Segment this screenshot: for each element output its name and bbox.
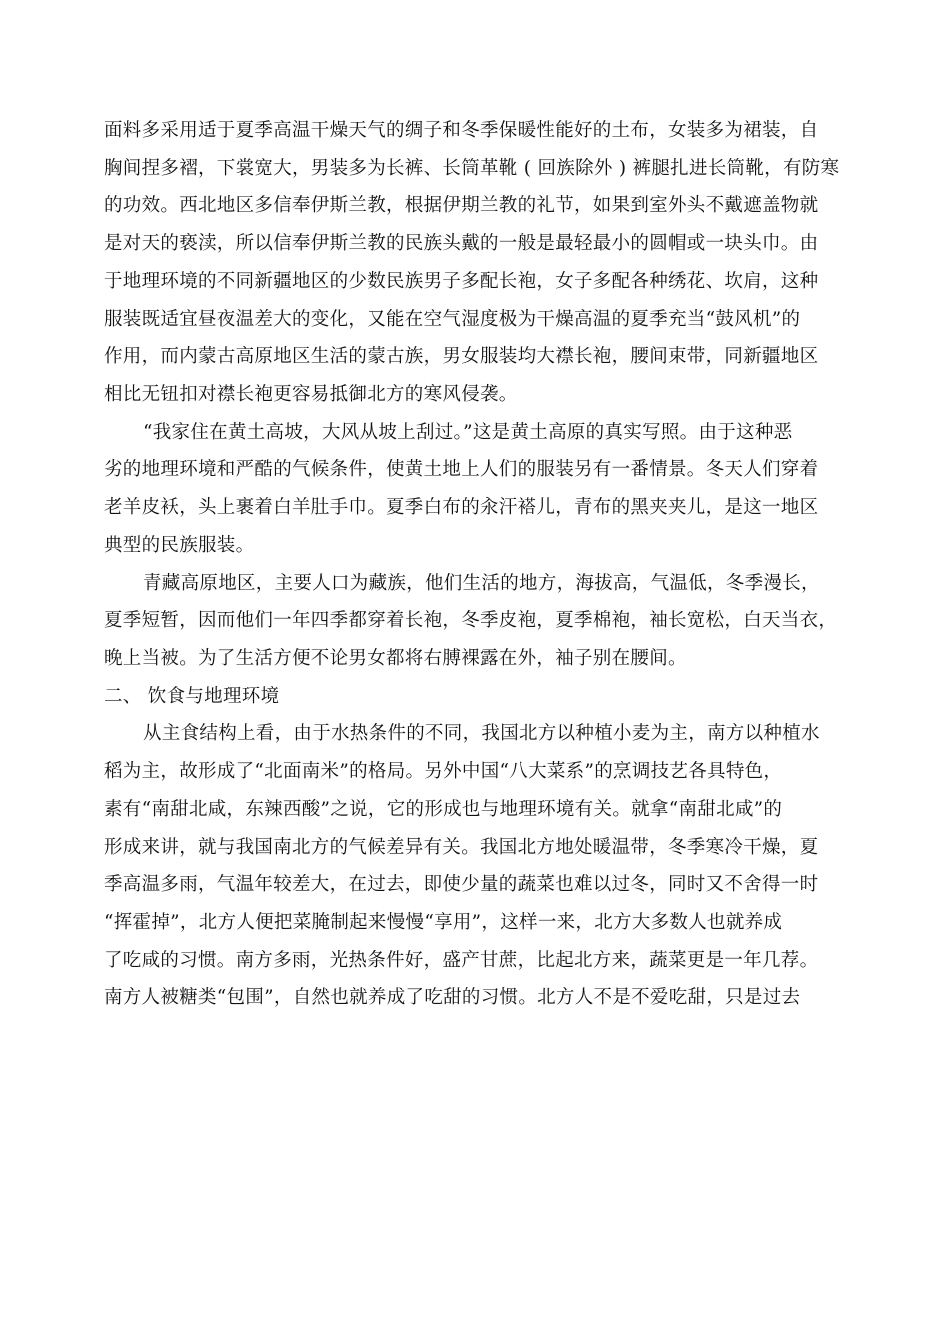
paragraph-line: 了吃咸的习惯。南方多雨，光热条件好，盛产甘蔗，比起北方来，蔬菜更是一年几荐。 xyxy=(104,950,819,971)
paragraph-line: 从主食结构上看，由于水热条件的不同，我国北方以种植小麦为主，南方以种植水 xyxy=(143,723,820,744)
paragraph-line: 老羊皮袄，头上裹着白羊肚手巾。夏季白布的汆汗褡儿，青布的黑夹夹儿，是这一地区 xyxy=(104,497,819,518)
paragraph-line: 劣的地理环境和严酷的气候条件，使黄土地上人们的服装另有一番情景。冬天人们穿着 xyxy=(104,459,819,480)
paragraph-line: 是对天的亵渎，所以信奉伊斯兰教的民族头戴的一般是最轻最小的圆帽或一块头巾。由 xyxy=(104,233,819,254)
paragraph-line: 服装既适宜昼夜温差大的变化，又能在空气湿度极为干燥高温的夏季充当“鼓风机”的 xyxy=(104,309,801,330)
paragraph-line: 青藏高原地区，主要人口为藏族，他们生活的地方，海拔高，气温低，冬季漫长， xyxy=(143,573,820,594)
paragraph-line: “我家住在黄土高坡，大风从坡上刮过。”这是黄土高原的真实写照。由于这种恶 xyxy=(143,422,793,443)
paragraph-line: “挥霍掉”，北方人便把菜腌制起来慢慢“享用”，这样一来，北方大多数人也就养成 xyxy=(104,912,783,933)
paragraph-line: 稻为主，故形成了“北面南米”的格局。另外中国“八大菜系”的烹调技艺各具特色， xyxy=(104,761,783,782)
paragraph-line: 于地理环境的不同新疆地区的少数民族男子多配长袍，女子多配各种绣花、坎肩，这种 xyxy=(104,271,819,292)
paragraph-line: 胸间捏多褶，下裳宽大，男装多为长裤、长筒革靴 ( 回族除外 ) 裤腿扎进长筒靴，有防寒 xyxy=(104,158,840,179)
paragraph-line: 面料多采用适于夏季高温干燥天气的绸子和冬季保暖性能好的土布，女装多为裙装，自 xyxy=(104,120,819,141)
paragraph-line: 季高温多雨，气温年较差大，在过去，即使少量的蔬菜也难以过冬，同时又不舍得一时 xyxy=(104,874,819,895)
paragraph-line: 素有“南甜北咸，东辣西酸”之说，它的形成也与地理环境有关。就拿“南甜北咸”的 xyxy=(104,799,783,820)
paragraph-line: 形成来讲，就与我国南北方的气候差异有关。我国北方地处暖温带，冬季寒冷干燥，夏 xyxy=(104,837,819,858)
paragraph-line: 晚上当被。为了生活方便不论男女都将右膊裸露在外，袖子别在腰间。 xyxy=(104,648,687,669)
paragraph-line: 的功效。西北地区多信奉伊斯兰教，根据伊期兰教的礼节，如果到室外头不戴遮盖物就 xyxy=(104,195,819,216)
section-heading: 二、 饮食与地理环境 xyxy=(104,686,280,707)
paragraph-line: 南方人被糖类“包围”，自然也就养成了吃甜的习惯。北方人不是不爱吃甜，只是过去 xyxy=(104,987,801,1008)
paragraph-line: 作用，而内蒙古高原地区生活的蒙古族，男女服装均大襟长袍，腰间束带，同新疆地区 xyxy=(104,346,819,367)
paragraph-line: 典型的民族服装。 xyxy=(104,535,255,556)
paragraph-line: 相比无钮扣对襟长袍更容易抵御北方的寒风侵袭。 xyxy=(104,384,518,405)
paragraph-line: 夏季短暂，因而他们一年四季都穿着长袍，冬季皮袍，夏季棉袍，袖长宽松，白天当衣， xyxy=(104,610,838,631)
